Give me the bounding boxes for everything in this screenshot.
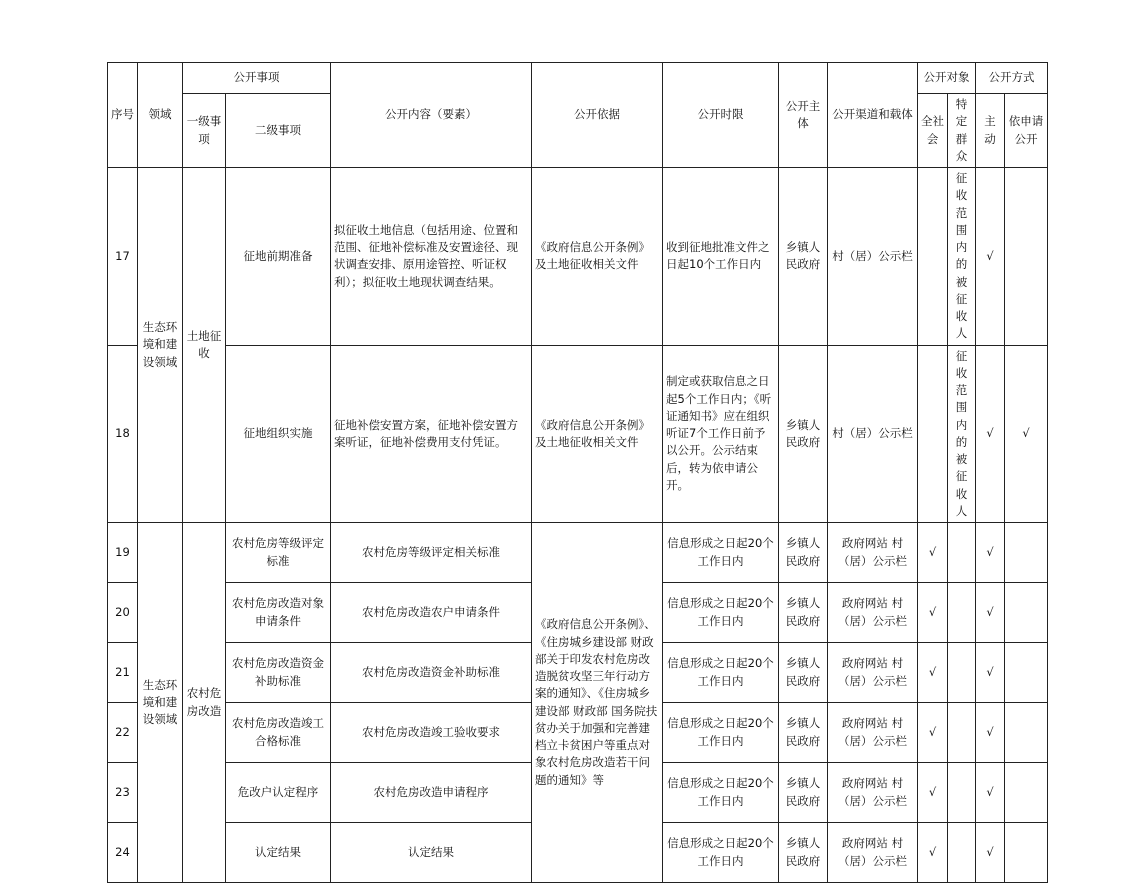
row-target-specific — [948, 703, 976, 763]
header-content: 公开内容（要素） — [331, 63, 532, 168]
row-seq: 17 — [108, 168, 138, 346]
row-seq: 23 — [108, 763, 138, 823]
row-content: 征地补偿安置方案，征地补偿安置方案听证，征地补偿费用支付凭证。 — [331, 345, 532, 523]
row-deadline: 信息形成之日起20个工作日内 — [663, 643, 779, 703]
row-seq: 22 — [108, 703, 138, 763]
row-seq: 24 — [108, 823, 138, 883]
row-method-active: √ — [976, 345, 1005, 523]
header-item-group: 公开事项 — [183, 63, 331, 94]
row-subject: 乡镇人民政府 — [779, 168, 828, 346]
row-basis: 《政府信息公开条例》及土地征收相关文件 — [532, 345, 663, 523]
row-channel: 政府网站 村（居）公示栏 — [828, 823, 918, 883]
row-target-all — [918, 345, 948, 523]
group-level1: 农村危房改造 — [183, 523, 226, 883]
header-level2: 二级事项 — [226, 94, 331, 168]
header-method-request: 依申请公开 — [1005, 94, 1048, 168]
row-method-active: √ — [976, 823, 1005, 883]
row-method-request — [1005, 583, 1048, 643]
row-method-active: √ — [976, 763, 1005, 823]
group-domain: 生态环境和建设领域 — [138, 168, 183, 523]
row-content: 农村危房等级评定相关标准 — [331, 523, 532, 583]
row-method-request — [1005, 823, 1048, 883]
row-channel: 政府网站 村（居）公示栏 — [828, 763, 918, 823]
table-row — [108, 345, 1048, 523]
row-method-active: √ — [976, 643, 1005, 703]
row-target-specific — [948, 823, 976, 883]
row-basis: 《政府信息公开条例》及土地征收相关文件 — [532, 168, 663, 346]
row-level2: 危改户认定程序 — [226, 763, 331, 823]
header-domain: 领域 — [138, 63, 183, 168]
row-channel: 政府网站 村（居）公示栏 — [828, 583, 918, 643]
row-subject: 乡镇人民政府 — [779, 583, 828, 643]
row-channel: 村（居）公示栏 — [828, 345, 918, 523]
row-target-specific: 征收范围内的被征收人 — [948, 345, 976, 523]
header-channel: 公开渠道和载体 — [828, 63, 918, 168]
row-content: 认定结果 — [331, 823, 532, 883]
group-basis: 《政府信息公开条例》、《住房城乡建设部 财政部关于印发农村危房改造脱贫攻坚三年行动方案的通知》、《住房城乡建设部 财政部 国务院扶贫办关于加强和完善建档立卡贫困户等重点对象农村危房改造若干问题的通知》等 — [532, 523, 663, 883]
row-target-all: √ — [918, 763, 948, 823]
row-method-active: √ — [976, 703, 1005, 763]
row-level2: 农村危房改造竣工合格标准 — [226, 703, 331, 763]
header-subject: 公开主体 — [779, 63, 828, 168]
row-target-all: √ — [918, 823, 948, 883]
row-method-active: √ — [976, 523, 1005, 583]
header-method-group: 公开方式 — [976, 63, 1048, 94]
row-subject: 乡镇人民政府 — [779, 763, 828, 823]
row-method-active: √ — [976, 168, 1005, 346]
row-level2: 征地前期准备 — [226, 168, 331, 346]
header-target-all: 全社会 — [918, 94, 948, 168]
header-row-1 — [108, 63, 1048, 94]
row-subject: 乡镇人民政府 — [779, 523, 828, 583]
row-channel: 政府网站 村（居）公示栏 — [828, 703, 918, 763]
row-method-active: √ — [976, 583, 1005, 643]
row-subject: 乡镇人民政府 — [779, 703, 828, 763]
row-seq: 20 — [108, 583, 138, 643]
row-content: 农村危房改造申请程序 — [331, 763, 532, 823]
row-target-specific: 征收范围内的被征收人 — [948, 168, 976, 346]
header-basis: 公开依据 — [532, 63, 663, 168]
row-target-all: √ — [918, 703, 948, 763]
header-seq: 序号 — [108, 63, 138, 168]
row-target-specific — [948, 643, 976, 703]
row-method-request — [1005, 523, 1048, 583]
row-seq: 18 — [108, 345, 138, 523]
row-level2: 农村危房改造资金补助标准 — [226, 643, 331, 703]
row-channel: 村（居）公示栏 — [828, 168, 918, 346]
group-level1: 土地征收 — [183, 168, 226, 523]
row-deadline: 信息形成之日起20个工作日内 — [663, 763, 779, 823]
table-row — [108, 168, 1048, 346]
row-level2: 农村危房等级评定标准 — [226, 523, 331, 583]
row-target-all — [918, 168, 948, 346]
group-domain: 生态环境和建设领域 — [138, 523, 183, 883]
row-channel: 政府网站 村（居）公示栏 — [828, 523, 918, 583]
row-target-specific — [948, 523, 976, 583]
row-level2: 征地组织实施 — [226, 345, 331, 523]
row-deadline: 信息形成之日起20个工作日内 — [663, 583, 779, 643]
row-level2: 农村危房改造对象申请条件 — [226, 583, 331, 643]
row-deadline: 信息形成之日起20个工作日内 — [663, 523, 779, 583]
row-seq: 19 — [108, 523, 138, 583]
row-deadline: 信息形成之日起20个工作日内 — [663, 703, 779, 763]
row-target-all: √ — [918, 523, 948, 583]
row-seq: 21 — [108, 643, 138, 703]
row-deadline: 收到征地批准文件之日起10个工作日内 — [663, 168, 779, 346]
header-method-active: 主动 — [976, 94, 1005, 168]
row-content: 农村危房改造竣工验收要求 — [331, 703, 532, 763]
row-subject: 乡镇人民政府 — [779, 643, 828, 703]
row-method-request — [1005, 643, 1048, 703]
row-target-specific — [948, 583, 976, 643]
row-deadline: 信息形成之日起20个工作日内 — [663, 823, 779, 883]
disclosure-table — [107, 62, 1048, 883]
row-method-request: √ — [1005, 345, 1048, 523]
row-channel: 政府网站 村（居）公示栏 — [828, 643, 918, 703]
row-content: 农村危房改造农户申请条件 — [331, 583, 532, 643]
row-subject: 乡镇人民政府 — [779, 823, 828, 883]
row-method-request — [1005, 168, 1048, 346]
header-level1: 一级事项 — [183, 94, 226, 168]
header-target-group: 公开对象 — [918, 63, 976, 94]
table-row — [108, 523, 1048, 583]
row-deadline: 制定或获取信息之日起5个工作日内；《听证通知书》应在组织听证7个工作日前予以公开。公示结束后，转为依申请公开。 — [663, 345, 779, 523]
row-method-request — [1005, 703, 1048, 763]
header-target-specific: 特定群众 — [948, 94, 976, 168]
row-subject: 乡镇人民政府 — [779, 345, 828, 523]
row-content: 拟征收土地信息（包括用途、位置和范围、征地补偿标准及安置途径、现状调查安排、原用途管控、听证权利）；拟征收土地现状调查结果。 — [331, 168, 532, 346]
header-deadline: 公开时限 — [663, 63, 779, 168]
row-content: 农村危房改造资金补助标准 — [331, 643, 532, 703]
row-target-all: √ — [918, 583, 948, 643]
row-target-all: √ — [918, 643, 948, 703]
row-level2: 认定结果 — [226, 823, 331, 883]
